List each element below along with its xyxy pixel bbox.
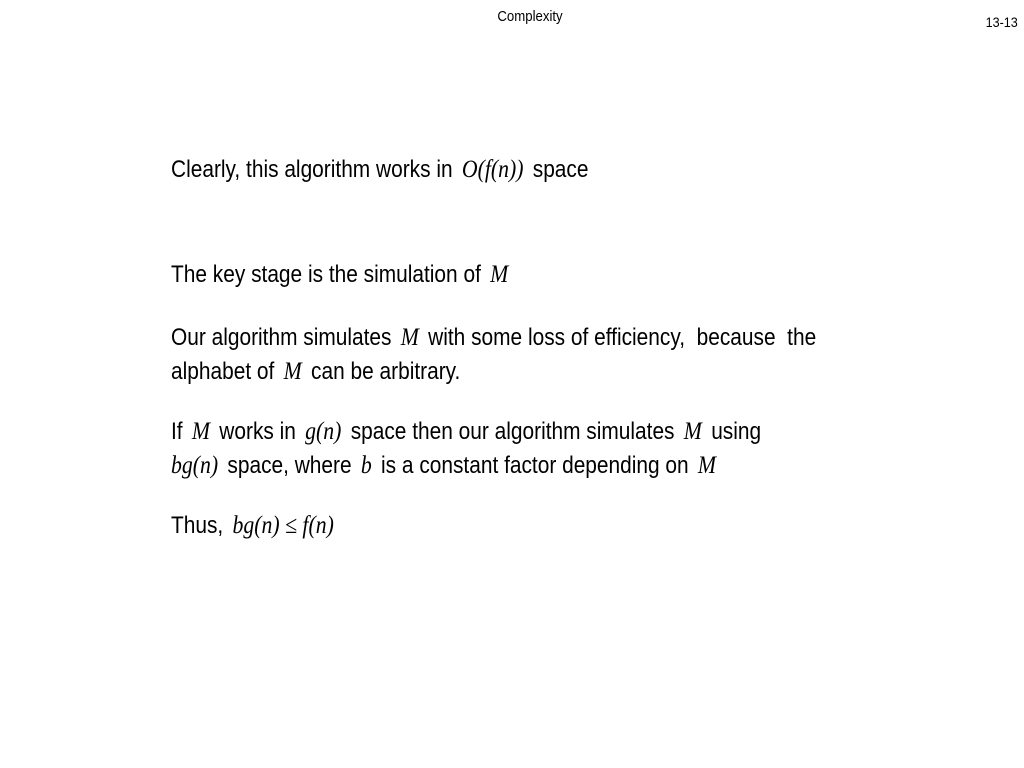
text-segment: Thus, — [171, 512, 224, 539]
math-expression: M — [191, 418, 211, 445]
paragraph-simulation-line-1 — [171, 415, 761, 449]
text-segment: Clearly, this algorithm works in — [171, 156, 453, 183]
text-segment: The key stage is the simulation of — [171, 261, 481, 288]
math-expression: bg(n) — [171, 452, 219, 479]
text-segment: space then our algorithm simulates — [350, 418, 675, 445]
text-segment: space — [532, 156, 589, 183]
text-segment: If — [171, 418, 183, 445]
text-segment: with some loss of efficiency, because the — [428, 324, 817, 351]
paragraph-efficiency-line-1 — [171, 321, 816, 355]
paragraph-simulation-line-2 — [171, 449, 720, 483]
math-expression: M — [400, 324, 419, 351]
paragraph-key-stage — [171, 258, 512, 292]
math-expression: M — [697, 452, 717, 479]
text-segment: Our algorithm simulates — [171, 324, 392, 351]
text-segment: alphabet of — [171, 358, 275, 385]
text-segment: works in — [219, 418, 296, 445]
text-segment: space, where — [227, 452, 352, 479]
text-segment: is a constant factor depending on — [381, 452, 689, 479]
math-expression: M — [490, 261, 509, 288]
text-segment: using — [711, 418, 762, 445]
text-segment: can be arbitrary. — [311, 358, 461, 385]
paragraph-efficiency-line-2 — [171, 355, 460, 389]
math-expression: O(f(n)) — [461, 156, 524, 183]
header-title: Complexity — [497, 8, 563, 25]
math-expression: M — [683, 418, 702, 445]
paragraph-conclusion — [171, 509, 337, 543]
math-expression: g(n) — [305, 418, 342, 445]
math-expression: b — [360, 452, 372, 479]
math-expression: M — [283, 358, 302, 385]
math-expression: bg(n) ≤ f(n) — [232, 512, 334, 539]
paragraph-space-claim — [171, 153, 588, 187]
slide-number: 13-13 — [985, 14, 1018, 30]
